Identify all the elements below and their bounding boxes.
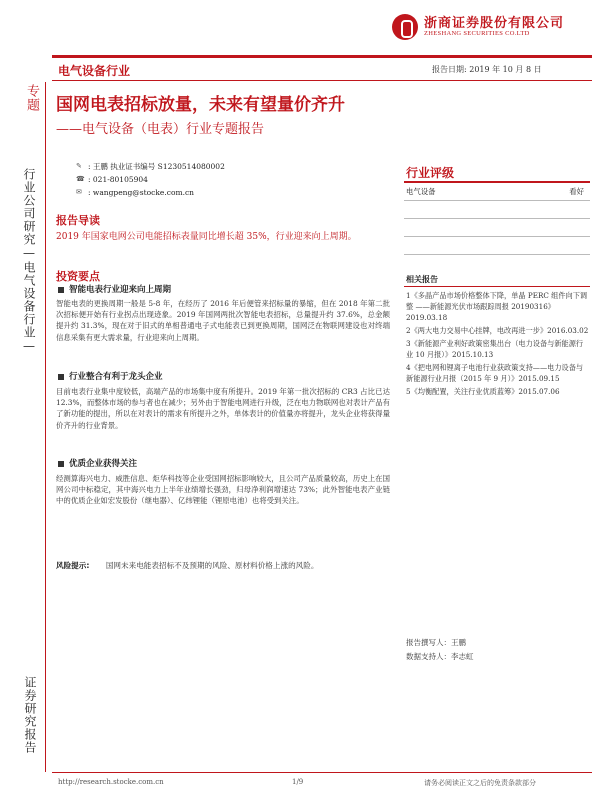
report-date: 报告日期: 2019 年 10 月 8 日 bbox=[432, 65, 542, 74]
guide-text: 2019 年国家电网公司电能招标表量同比增长超 35%，行业迎来向上周期。 bbox=[56, 232, 357, 242]
rating-line bbox=[404, 236, 590, 237]
point-2-text: 目前电表行业集中度较低，高端产品的市场集中度有所提升。2019 年第一批次招标的 CR3 占比已达 12.3%，而整体市场的参与者也在减少；另外由于智能电网进行升级，泛在电力物联网也对表计产品有了新功能的提出，所以在对表计的需求有所提升之外，单体表计的价值量亦将提升，龙头企业将获得量价齐升的行业背景。 bbox=[56, 387, 390, 430]
related-item[interactable]: 4《把电网和锂离子电池行业获政策支持——电力设备与新能源行业月报（2015 年 9 月）》2015.09.15 bbox=[406, 363, 584, 383]
risk-warning bbox=[56, 560, 396, 571]
analyst-phone-row bbox=[76, 173, 225, 186]
rating-line bbox=[404, 218, 590, 219]
rating-heading: 行业评级 bbox=[406, 166, 455, 180]
rating-value: 看好 bbox=[569, 187, 584, 196]
risk-text: 国网未来电能表招标不及预期的风险、原材料价格上涨的风险。 bbox=[105, 561, 319, 570]
bullet-square-icon bbox=[58, 374, 64, 380]
related-item[interactable]: 3《新能源产业利好政策密集出台（电力设备与新能源行业 10 月报）》2015.10.13 bbox=[406, 339, 584, 359]
guide-heading: 报告导读 bbox=[56, 214, 100, 227]
person-icon: ✎ bbox=[76, 161, 82, 170]
analyst-name-row bbox=[76, 160, 225, 173]
email-icon: ✉ bbox=[76, 187, 82, 196]
header-divider bbox=[52, 55, 592, 58]
sidebar-report-type-label: 证券研究报告 bbox=[23, 676, 37, 754]
company-logo-icon bbox=[392, 14, 418, 40]
analyst-email: : wangpeng@stocke.com.cn bbox=[88, 187, 194, 197]
company-logo bbox=[392, 12, 592, 44]
analyst-phone: : 021-80105904 bbox=[88, 174, 148, 184]
related-heading: 相关报告 bbox=[406, 275, 438, 284]
related-item[interactable]: 5《均衡配置，关注行业优质蓝筹》2015.07.06 bbox=[406, 387, 560, 396]
author-info bbox=[406, 636, 474, 664]
rating-line bbox=[404, 254, 590, 255]
sidebar-divider bbox=[45, 82, 46, 772]
point-2-title: 行业整合有利于龙头企业 bbox=[69, 372, 163, 382]
bullet-square-icon bbox=[58, 461, 64, 467]
point-3-heading bbox=[58, 457, 137, 469]
rating-row bbox=[406, 186, 590, 197]
sidebar-category-label: 行业公司研究—电气设备行业— bbox=[22, 168, 36, 354]
company-name-en: ZHESHANG SECURITIES CO.LTD bbox=[424, 30, 530, 37]
header-subdivider bbox=[52, 80, 592, 81]
risk-label: 风险提示: bbox=[56, 561, 90, 570]
phone-icon: ☎ bbox=[76, 174, 85, 183]
related-list bbox=[406, 290, 590, 399]
point-1-title: 智能电表行业迎来向上周期 bbox=[69, 285, 172, 295]
point-3-text: 经测算海兴电力、威胜信息、炬华科技等企业受国网招标影响较大，且公司产品质量较高，历史上在国网公司中标稳定，其中海兴电力上半年业绩增长强劲，归母净利润增速达 73%；此外智能电表产业链中的优质企业如宏发股份（继电器）、亿纬锂能（锂原电池）也将受到关注。 bbox=[56, 474, 390, 506]
related-item[interactable]: 2《两大电力交易中心挂牌，电改再进一步》2016.03.02 bbox=[406, 326, 589, 335]
data-support: 数据支持人：李志虹 bbox=[406, 652, 474, 661]
analyst-name: : 王鹏 执业证书编号 S1230514080002 bbox=[88, 161, 225, 171]
page-number: 1/9 bbox=[292, 778, 304, 786]
point-2-heading bbox=[58, 370, 163, 382]
points-heading: 投资要点 bbox=[56, 270, 100, 283]
point-3-title: 优质企业获得关注 bbox=[69, 459, 138, 469]
analyst-email-row bbox=[76, 186, 225, 199]
footer-disclaimer: 请务必阅读正文之后的免责条款部分 bbox=[424, 779, 536, 787]
company-name-cn: 浙商证券股份有限公司 bbox=[424, 16, 565, 31]
rating-line bbox=[404, 200, 590, 201]
point-1-text: 智能电表的更换周期一般是 5-8 年，在经历了 2016 年后便管来招标量的暴缩，但在 2018 年第二批次招标便开始有行业拐点出现迹象。2019 年国网两批次智能电表招标，总量提升约 37.6%，总金额提升约 31.3%，现在对于旧式的单相普通电子式电能表已到更换周期，国网泛在物联网建设也对终端信息采集有更大需求量，行业迎来向上周期。 bbox=[56, 299, 390, 342]
point-1-heading bbox=[58, 283, 171, 295]
footer-divider bbox=[52, 772, 592, 773]
related-divider bbox=[404, 286, 590, 287]
analyst-info bbox=[76, 160, 225, 199]
rating-divider bbox=[404, 181, 590, 183]
report-writer: 报告撰写人：王鹏 bbox=[406, 638, 466, 647]
industry-tag: 电气设备行业 bbox=[58, 64, 131, 78]
rating-industry: 电气设备 bbox=[406, 187, 436, 196]
footer-url[interactable]: http://research.stocke.com.cn bbox=[58, 778, 164, 786]
page-subtitle: ——电气设备（电表）行业专题报告 bbox=[56, 122, 265, 137]
sidebar-topic-label: 专题 bbox=[24, 84, 39, 112]
page-title: 国网电表招标放量，未来有望量价齐升 bbox=[56, 95, 345, 115]
bullet-square-icon bbox=[58, 287, 64, 293]
related-item[interactable]: 1《多晶产品市场价格整体下降，单晶 PERC 组件向下调整 ——新能源光伏市场跟踪周报 20190316》2019.03.18 bbox=[406, 291, 588, 322]
